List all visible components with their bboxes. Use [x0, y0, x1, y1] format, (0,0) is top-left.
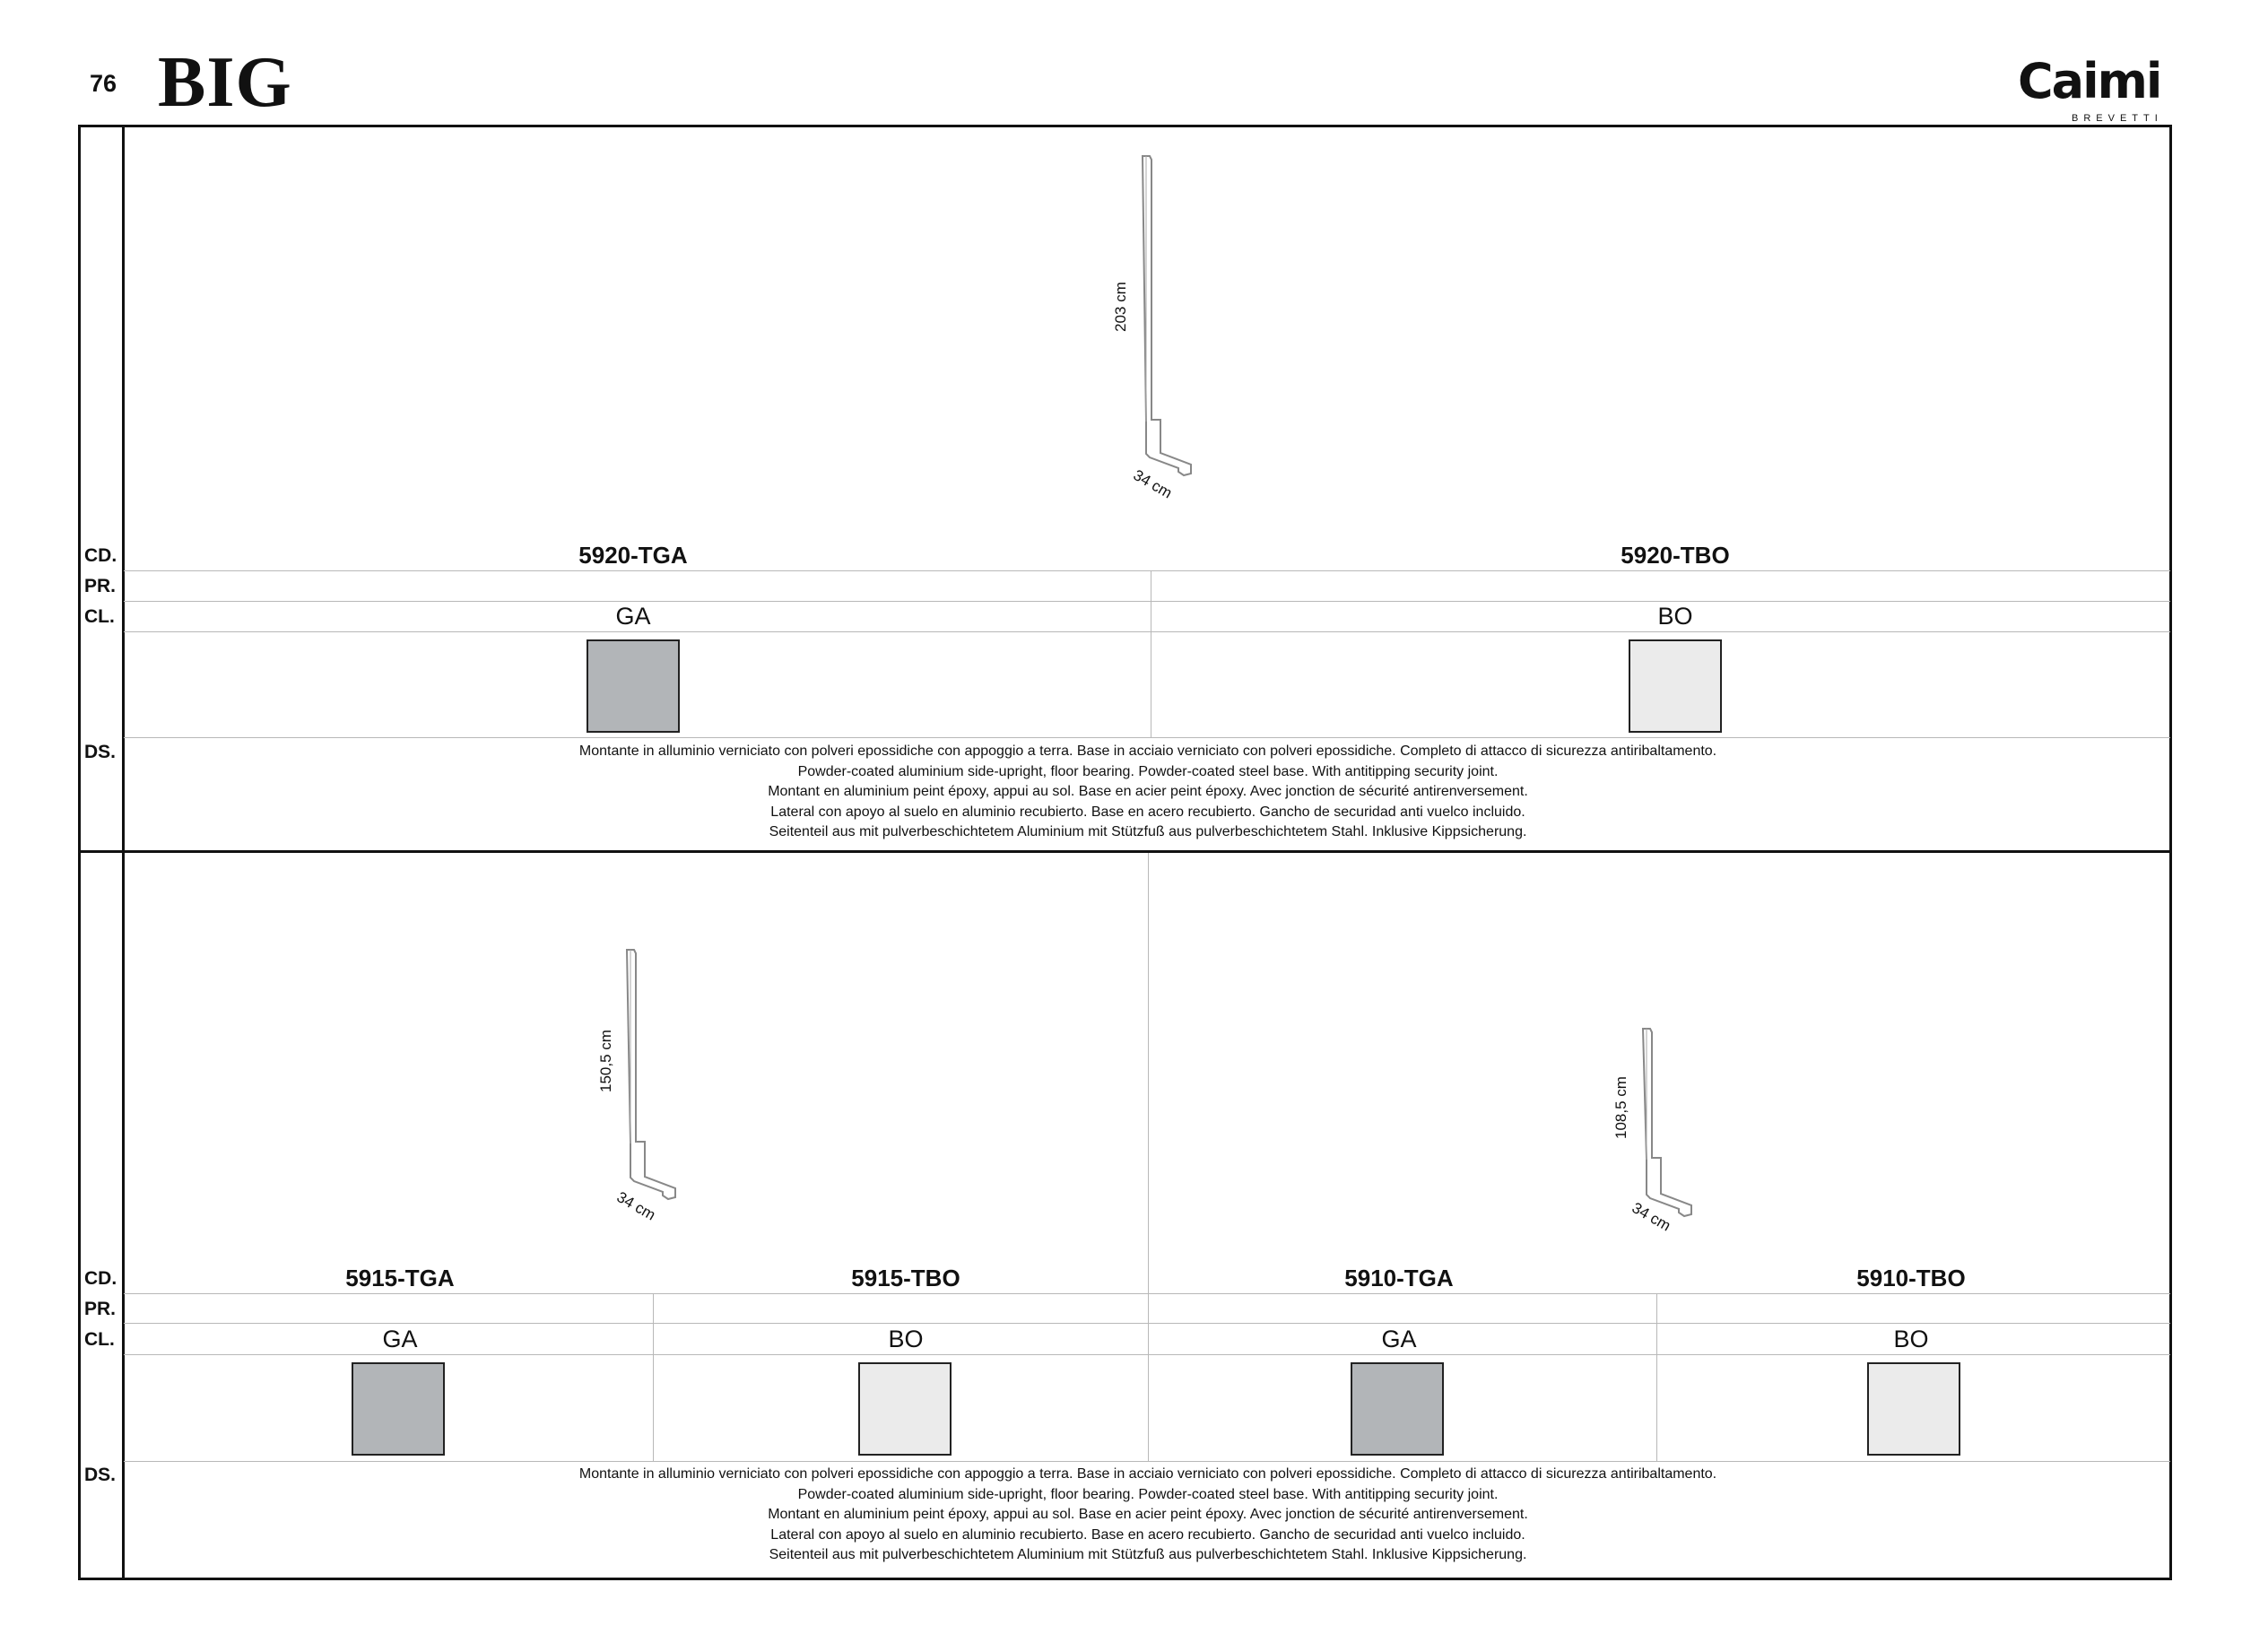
product-code: 5915-TBO — [851, 1265, 960, 1291]
column-divider — [653, 1293, 654, 1461]
description-fr: Montant en aluminium peint époxy, appui au sol. Base en acier peint époxy. Avec jonction de sécurité antirenversement. — [768, 1507, 1528, 1522]
product-description — [126, 1465, 2170, 1566]
section-divider — [78, 850, 2172, 853]
row-divider — [124, 601, 2170, 602]
product-code: 5920-TGA — [578, 542, 688, 569]
column-divider — [1656, 1293, 1657, 1461]
row-label-ds: DS. — [84, 742, 117, 762]
color-swatch — [858, 1362, 952, 1456]
row-divider — [124, 570, 2170, 571]
upright-drawing-203 — [1139, 152, 1202, 493]
dimension-height-203: 203 cm — [1112, 282, 1129, 332]
dimension-depth-34: 34 cm — [1629, 1199, 1674, 1235]
row-label-cl: CL. — [84, 1329, 115, 1350]
row-label-ds: DS. — [84, 1465, 117, 1485]
description-en: Powder-coated aluminium side-upright, floor bearing. Powder-coated steel base. With antitipping security joint. — [797, 763, 1499, 779]
row-label-pr: PR. — [84, 576, 117, 596]
row-divider — [124, 1461, 2170, 1462]
color-swatch — [587, 639, 680, 733]
product-code: 5910-TGA — [1344, 1265, 1454, 1291]
color-code: BO — [1657, 603, 1693, 630]
brand-name: Caimi — [2018, 53, 2161, 109]
row-divider — [124, 631, 2170, 632]
product-code: 5915-TGA — [345, 1265, 455, 1291]
dimension-depth-34: 34 cm — [613, 1188, 659, 1224]
color-swatch — [1629, 639, 1722, 733]
dimension-height-150: 150,5 cm — [597, 1030, 614, 1092]
color-code: GA — [382, 1326, 418, 1352]
row-label-cd: CD. — [84, 1268, 117, 1289]
page-number: 76 — [90, 70, 117, 97]
brand-logo — [2018, 53, 2166, 129]
row-divider — [124, 1323, 2170, 1324]
description-de: Seitenteil aus mit pulverbeschichtetem Aluminium mit Stützfuß aus pulverbeschichtetem Stahl. Inklusive Kippsicherung. — [769, 824, 1527, 839]
color-code: GA — [615, 603, 651, 630]
color-code: GA — [1381, 1326, 1417, 1352]
dimension-depth-34: 34 cm — [1130, 466, 1176, 502]
description-en: Powder-coated aluminium side-upright, floor bearing. Powder-coated steel base. With antitipping security joint. — [797, 1486, 1499, 1502]
color-code: BO — [1893, 1326, 1929, 1352]
description-de: Seitenteil aus mit pulverbeschichtetem Aluminium mit Stützfuß aus pulverbeschichtetem Stahl. Inklusive Kippsicherung. — [769, 1547, 1527, 1562]
catalog-title: BIG — [158, 43, 292, 122]
row-divider — [124, 1293, 2170, 1294]
product-code: 5910-TBO — [1856, 1265, 1966, 1291]
column-divider — [1148, 853, 1149, 1461]
color-code: BO — [888, 1326, 924, 1352]
description-es: Lateral con apoyo al suelo en aluminio recubierto. Base en acero recubierto. Gancho de securidad anti vuelco incluido. — [770, 804, 1525, 820]
row-label-cd: CD. — [84, 545, 117, 566]
description-es: Lateral con apoyo al suelo en aluminio recubierto. Base en acero recubierto. Gancho de securidad anti vuelco incluido. — [770, 1526, 1525, 1543]
brand-subtitle: BREVETTI — [2072, 113, 2163, 124]
product-code: 5920-TBO — [1621, 542, 1730, 569]
dimension-height-108: 108,5 cm — [1612, 1076, 1629, 1139]
row-label-pr: PR. — [84, 1299, 117, 1319]
color-swatch — [352, 1362, 445, 1456]
description-it: Montante in alluminio verniciato con polveri epossidiche con appoggio a terra. Base in acciaio verniciato con polveri epossidiche. Completo di attacco di sicurezza antiribaltamento. — [578, 1466, 1717, 1482]
row-divider — [124, 737, 2170, 738]
upright-drawing-108 — [1639, 1025, 1702, 1231]
color-swatch — [1351, 1362, 1444, 1456]
row-label-cl: CL. — [84, 606, 115, 627]
description-it: Montante in alluminio verniciato con polveri epossidiche con appoggio a terra. Base in acciaio verniciato con polveri epossidiche. Completo di attacco di sicurezza antiribaltamento. — [578, 743, 1717, 759]
product-description — [126, 742, 2170, 843]
color-swatch — [1867, 1362, 1960, 1456]
description-fr: Montant en aluminium peint époxy, appui au sol. Base en acier peint époxy. Avec jonction de sécurité antirenversement. — [768, 784, 1528, 799]
row-divider — [124, 1354, 2170, 1355]
upright-drawing-150 — [623, 946, 686, 1215]
